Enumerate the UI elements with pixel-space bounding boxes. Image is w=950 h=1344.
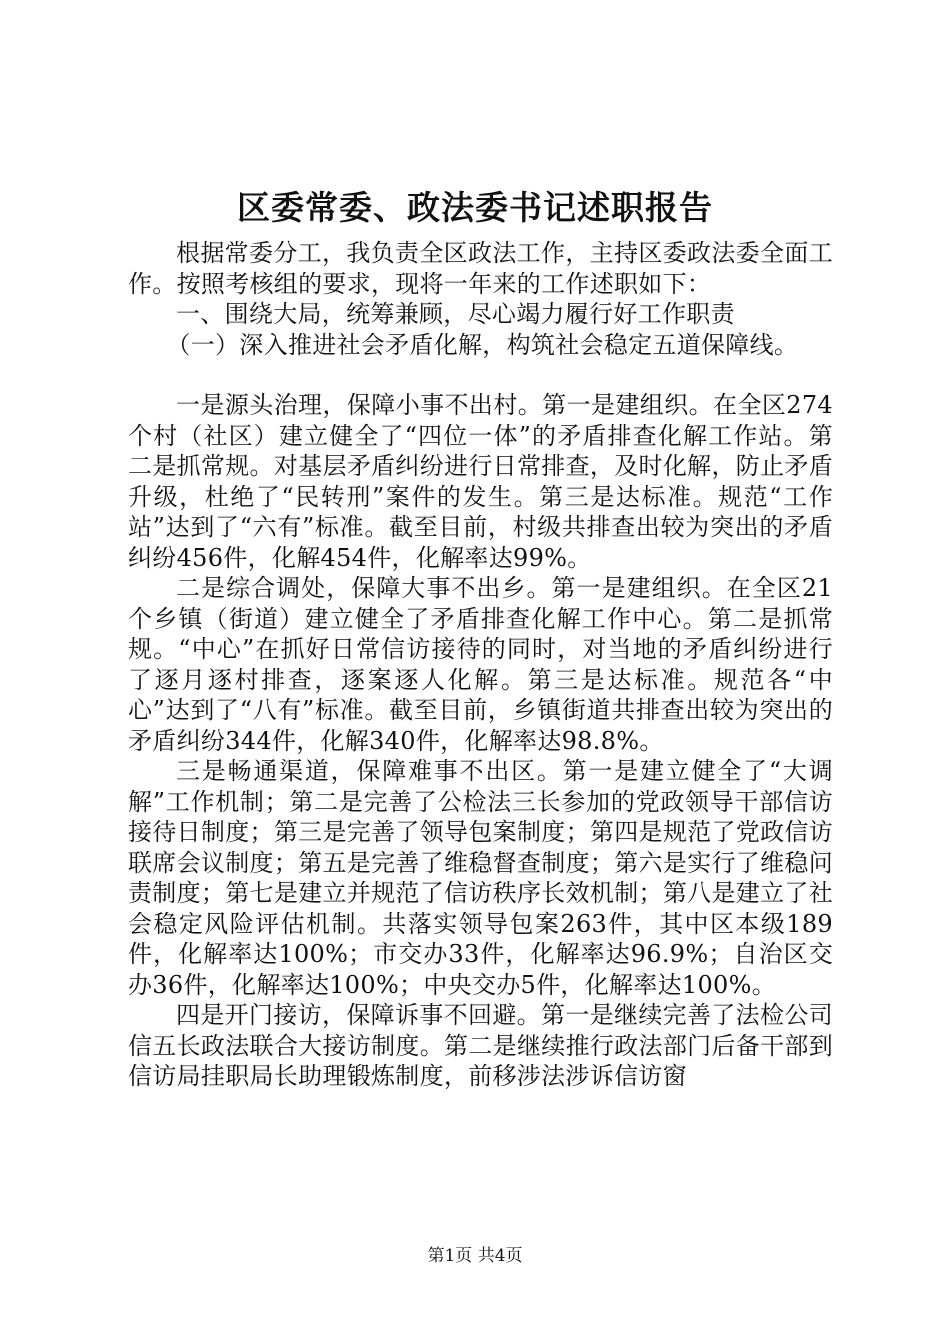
body-paragraph: 一是源头治理，保障小事不出村。第一是建组织。在全区274个村（社区）建立健全了“四位一体”的矛盾排查化解工作站。第二是抓常规。对基层矛盾纠纷进行日常排查，及时化解，防止矛盾升级，杜绝了“民转刑”案件的发生。第三是达标准。规范“工作站”达到了“六有”标准。截至目前，村级共排查出较为突出的矛盾纠纷456件，化解454件，化解率达99%。 — [128, 391, 833, 572]
body-paragraph: 四是开门接访，保障诉事不回避。第一是继续完善了法检公司信五长政法联合大接访制度。第二是继续推行政法部门后备干部到信访局挂职局长助理锻炼制度，前移涉法涉诉信访窗 — [128, 1001, 833, 1090]
intro-paragraph: 根据常委分工，我负责全区政法工作，主持区委政法委全面工作。按照考核组的要求，现将一年来的工作述职如下： — [128, 239, 833, 298]
section-heading: 一、围绕大局，统筹兼顾，尽心竭力履行好工作职责 — [176, 300, 735, 328]
body-paragraph: 二是综合调处，保障大事不出乡。第一是建组织。在全区21个乡镇（街道）建立健全了矛盾排查化解工作中心。第二是抓常规。“中心”在抓好日常信访接待的同时，对当地的矛盾纠纷进行了逐月逐村排查，逐案逐人化解。第三是达标准。规范各“中心”达到了“八有”标准。截至目前，乡镇街道共排查出较为突出的矛盾纠纷344件，化解340件，化解率达98.8%。 — [128, 574, 833, 755]
document-title: 区委常委、政法委书记述职报告 — [237, 188, 713, 227]
page-number: 第1页 共4页 — [427, 1246, 523, 1266]
subsection-heading: （一）深入推进社会矛盾化解，构筑社会稳定五道保障线。 — [166, 330, 799, 359]
document-body — [128, 238, 833, 1092]
body-paragraph: 三是畅通渠道，保障难事不出区。第一是建立健全了“大调解”工作机制；第二是完善了公检法三长参加的党政领导干部信访接待日制度；第三是完善了领导包案制度；第四是规范了党政信访联席会议制度；第五是完善了维稳督查制度；第六是实行了维稳问责制度；第七是建立并规范了信访秩序长效机制；第八是建立了社会稳定风险评估机制。共落实领导包案263件，其中区本级189件，化解率达100%；市交办33件，化解率达96.9%；自治区交办36件，化解率达100%；中央交办5件，化解率达100%。 — [128, 757, 833, 999]
